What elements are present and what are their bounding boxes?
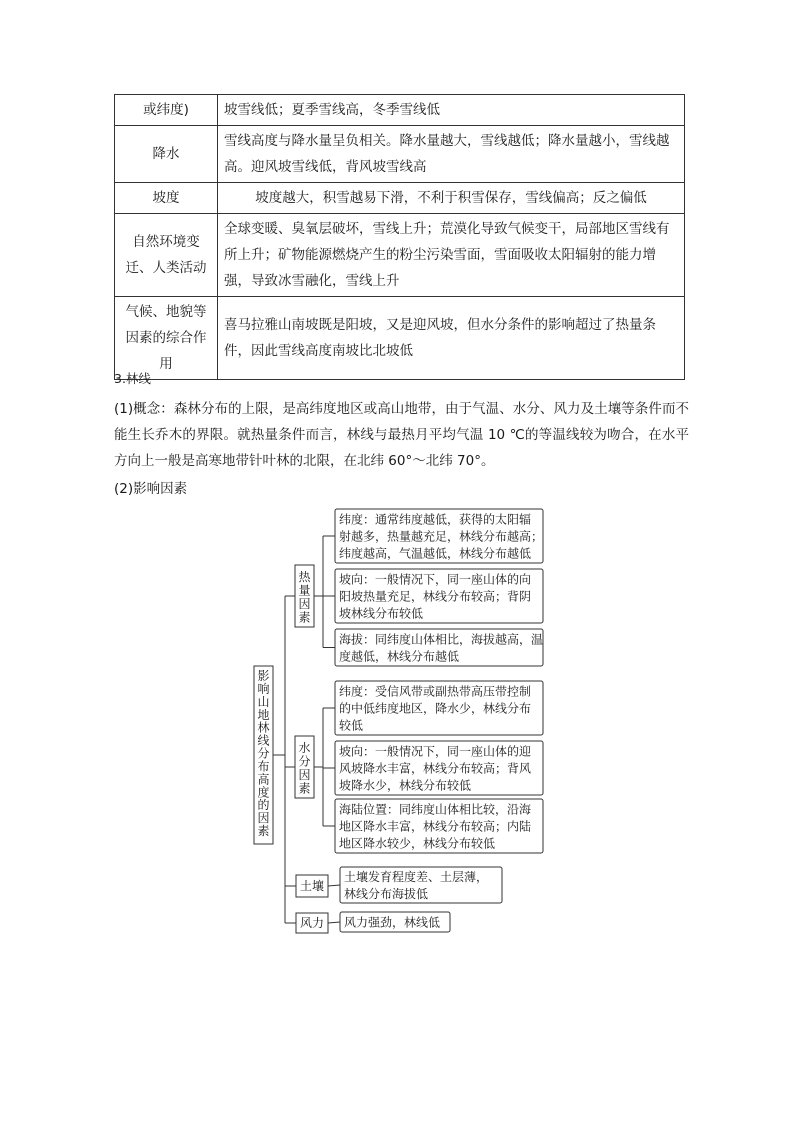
factors-subheading: (2)影响因素	[114, 481, 188, 497]
factor-item-text: 阳坡热量充足，林线分布较高；背阴	[339, 589, 532, 604]
factor-item-text: 风力强劲，林线低	[344, 915, 441, 930]
group-label-char: 分	[298, 754, 311, 769]
root-label-char: 分	[257, 746, 270, 761]
description-cell: 全球变暖、臭氧层破坏，雪线上升；荒漠化导致气候变干，局部地区雪线有所上升；矿物能源燃烧产生的粉尘污染雪面，雪面吸收太阳辐射的能力增强，导致冰雪融化，雪线上升	[218, 214, 685, 297]
root-label-char: 林	[257, 720, 270, 735]
factor-item-text: 射越多，热量越充足，林线分布越高；	[339, 529, 544, 544]
factor-item-text: 纬度：通常纬度越低，获得的太阳辐	[339, 512, 532, 527]
factor-item-text: 度越低，林线分布越低	[339, 649, 460, 664]
root-label-char: 的	[257, 798, 270, 813]
factor-item-text: 地区降水丰富，林线分布较高；内陆	[339, 819, 532, 834]
factor-item-text: 林线分布海拔低	[344, 887, 429, 901]
root-label-char: 布	[257, 759, 270, 774]
concept-paragraph: (1)概念：森林分布的上限，是高纬度地区或高山地带，由于气温、水分、风力及土壤等条件而不能生长乔木的界限。就热量条件而言，林线与最热月平均气温 10 ℃的等温线较为吻合，在水平方向上一般是高寒地带针叶林的北限，在北纬 60°～北纬 70°。	[114, 401, 689, 469]
factor-item-text: 坡向：一般情况下，同一座山体的向	[339, 572, 532, 587]
root-label-char: 影	[257, 669, 270, 683]
factor-item-text: 坡降水少，林线分布较低	[339, 778, 472, 793]
root-label-char: 素	[257, 824, 270, 839]
factor-item-text: 海陆位置：同纬度山体相比较，沿海	[339, 802, 532, 817]
factor-item-text: 地区降水较少，林线分布较低	[339, 836, 496, 851]
group-label-char: 热	[298, 570, 311, 584]
group-label-char: 素	[298, 610, 311, 625]
factor-cell: 降水	[115, 126, 218, 183]
description-cell: 坡雪线低；夏季雪线高，冬季雪线低	[218, 95, 685, 126]
group-label: 风力	[299, 916, 325, 930]
root-label-char: 响	[257, 681, 270, 696]
factor-item-text: 坡林线分布较低	[339, 606, 424, 621]
group-label-char: 素	[298, 781, 311, 796]
factor-cell: 自然环境变迁、人类活动	[115, 214, 218, 297]
factor-item-text: 的中低纬度地区，降水少，林线分布	[339, 701, 532, 716]
factor-item-text: 风坡降水丰富，林线分布较高；背风	[339, 761, 532, 776]
factor-cell: 气候、地貌等因素的综合作用	[115, 297, 218, 380]
group-label-char: 量	[298, 583, 311, 598]
group-label-char: 因	[298, 597, 311, 611]
description-cell: 雪线高度与降水量呈负相关。降水量越大，雪线越低；降水量越小，雪线越高。迎风坡雪线低，背风坡雪线高	[218, 126, 685, 183]
factor-cell: 或纬度)	[115, 95, 218, 126]
factor-item-text: 较低	[339, 718, 364, 733]
description-cell: 喜马拉雅山南坡既是阳坡，又是迎风坡，但水分条件的影响超过了热量条件，因此雪线高度南坡比北坡低	[218, 297, 685, 380]
root-label-char: 山	[257, 694, 270, 709]
factor-cell: 坡度	[115, 183, 218, 214]
group-label-char: 因	[298, 768, 311, 782]
group-label: 土壤	[299, 879, 325, 893]
root-label-char: 高	[257, 772, 270, 787]
section-heading: 3.林线	[114, 371, 151, 386]
factor-item-text: 海拔：同纬度山体相比，海拔越高，温	[339, 632, 544, 647]
item-connector	[328, 885, 340, 886]
group-label-char: 水	[298, 741, 311, 755]
root-label-char: 度	[257, 785, 270, 800]
root-label-char: 因	[257, 811, 270, 826]
description-cell: 坡度越大，积雪越易下滑，不利于积雪保存，雪线偏高；反之偏低	[218, 183, 685, 214]
factor-item-text: 纬度越高，气温越低，林线分布越低	[339, 546, 532, 561]
factor-item-text: 坡向：一般情况下，同一座山体的迎	[339, 744, 532, 759]
root-label-char: 线	[257, 733, 270, 748]
item-connector	[328, 922, 340, 923]
root-label-char: 地	[257, 707, 270, 722]
factor-item-text: 土壤发育程度差、土层薄，	[344, 870, 489, 884]
factor-item-text: 纬度：受信风带或副热带高压带控制	[339, 684, 532, 699]
